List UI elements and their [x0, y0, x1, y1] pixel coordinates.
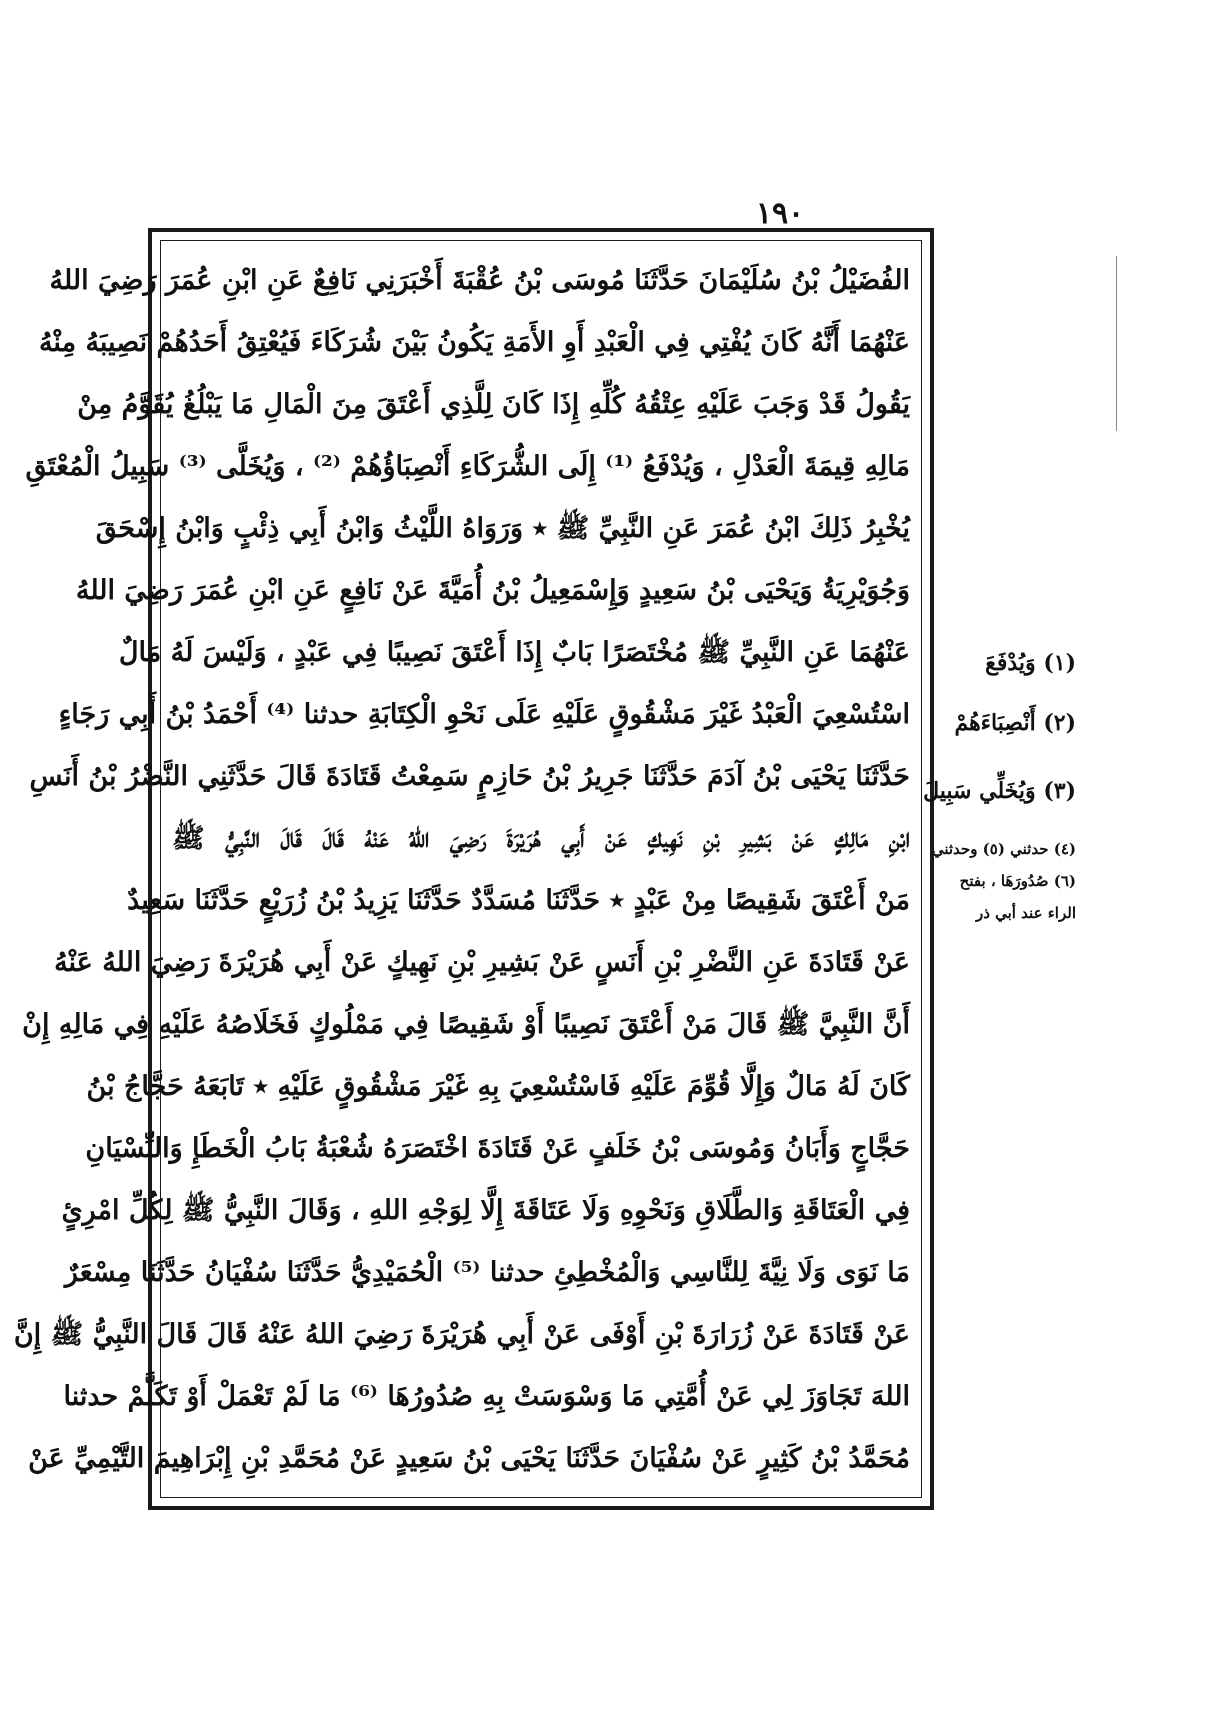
text-line-14: كَانَ لَهُ مَالٌ وَإِلَّا قُوِّمَ عَلَيْهِ فَاسْتُسْعِيَ بِهِ غَيْرَ مَشْقُوقٍ عَلَيْهِ ٭ تَابَعَهُ حَجَّاجُ بْنُ: [86, 1071, 910, 1102]
text-line-4: مَالِهِ قِيمَةَ الْعَدْلِ ، وَيُدْفَعُ ⁽¹⁾ إِلَى الشُّرَكَاءِ أَنْصِبَاؤُهُمْ ⁽²⁾ ، وَيُخَلَّى ⁽³⁾ سَبِيلُ الْمُعْتَقِ: [25, 451, 910, 482]
page-number: ١٩٠: [755, 196, 805, 231]
text-line-8: اسْتُسْعِيَ الْعَبْدُ غَيْرَ مَشْقُوقٍ عَلَيْهِ عَلَى نَحْوِ الْكِتَابَةِ حدثنا ⁽⁴⁾ أَحْمَدُ بْنُ أَبِي رَجَاءٍ: [58, 699, 910, 730]
text-line-19: اللهَ تَجَاوَزَ لِي عَنْ أُمَّتِي مَا وَسْوَسَتْ بِهِ صُدُورُهَا ⁽⁶⁾ مَا لَمْ تَعْمَلْ أَوْ تَكَلَّمْ حدثنا: [63, 1381, 910, 1412]
text-line-2: عَنْهُمَا أَنَّهُ كَانَ يُفْتِي فِي الْعَبْدِ أَوِ الأَمَةِ يَكُونُ بَيْنَ شُرَكَاءَ فَيُعْتِقُ أَحَدُهُمْ نَصِيبَهُ مِنْهُ: [38, 327, 910, 358]
text-line-3: يَقُولُ قَدْ وَجَبَ عَلَيْهِ عِتْقُهُ كُلِّهِ إِذَا كَانَ لِلَّذِي أَعْتَقَ مِنَ الْمَالِ مَا يَبْلُغُ يُقَوَّمُ مِنْ: [77, 389, 910, 420]
text-line-5: يُخْبِرُ ذَلِكَ ابْنُ عُمَرَ عَنِ النَّبِيِّ ﷺ ٭ وَرَوَاهُ اللَّيْثُ وَابْنُ أَبِي ذِئْبٍ وَابْنُ إِسْحَقَ: [95, 513, 910, 544]
margin-rule: [1116, 256, 1117, 431]
text-line-16: فِي الْعَتَاقَةِ وَالطَّلَاقِ وَنَحْوِهِ وَلَا عَتَاقَةَ إِلَّا لِوَجْهِ اللهِ ، وَقَالَ النَّبِيُّ ﷺ لِكُلِّ امْرِئٍ: [61, 1195, 910, 1226]
margin-note-2: (٢) أَنْصِبَاءَهُمْ: [954, 710, 1076, 736]
text-line-13: أَنَّ النَّبِيَّ ﷺ قَالَ مَنْ أَعْتَقَ نَصِيبًا أَوْ شَقِيصًا فِي مَمْلُوكٍ فَخَلَاصُهُ عَلَيْهِ فِي مَالِهِ إِنْ: [22, 1009, 910, 1040]
main-text-block: [13, 252, 910, 1488]
text-line-12: عَنْ قَتَادَةَ عَنِ النَّضْرِ بْنِ أَنَسٍ عَنْ بَشِيرِ بْنِ نَهِيكٍ عَنْ أَبِي هُرَيْرَةَ رَضِيَ اللهُ عَنْهُ: [54, 947, 910, 978]
margin-note-4-5: (٤) حدثني (٥) وحدثني: [931, 840, 1076, 858]
text-line-6: وَجُوَيْرِيَةُ وَيَحْيَى بْنُ سَعِيدٍ وَإِسْمَعِيلُ بْنُ أُمَيَّةَ عَنْ نَافِعٍ عَنِ ابْنِ عُمَرَ رَضِيَ اللهُ: [75, 575, 910, 606]
text-line-11: مَنْ أَعْتَقَ شَقِيصًا مِنْ عَبْدٍ ٭ حَدَّثَنَا مُسَدَّدٌ حَدَّثَنَا يَزِيدُ بْنُ زُرَيْعٍ حَدَّثَنَا سَعِيدٌ: [127, 885, 910, 916]
margin-note-1: (١) وَيُدْفَعَ: [985, 650, 1076, 676]
margin-note-6-cont: الراء عند أبي ذر: [975, 904, 1076, 922]
margin-note-3: (٣) وَيُخَلِّي سَبِيلَ: [923, 778, 1076, 804]
text-line-20: مُحَمَّدُ بْنُ كَثِيرٍ عَنْ سُفْيَانَ حَدَّثَنَا يَحْيَى بْنُ سَعِيدٍ عَنْ مُحَمَّدِ بْنِ إِبْرَاهِيمَ التَّيْمِيِّ عَنْ: [28, 1443, 910, 1474]
text-line-7: عَنْهُمَا عَنِ النَّبِيِّ ﷺ مُخْتَصَرًا بَابٌ إِذَا أَعْتَقَ نَصِيبًا فِي عَبْدٍ ، وَلَيْسَ لَهُ مَالٌ: [118, 637, 910, 668]
text-line-10: ابْنِ مَالِكٍ عَنْ بَشِيرِ بْنِ نَهِيكٍ عَنْ أَبِي هُرَيْرَةَ رَضِيَ اللهُ عَنْهُ قَالَ قَالَ النَّبِيُّ ﷺ: [172, 823, 910, 854]
margin-note-6: (٦) صُدُورَهَا ، بفتح: [959, 872, 1076, 890]
text-line-9: حَدَّثَنَا يَحْيَى بْنُ آدَمَ حَدَّثَنَا جَرِيرُ بْنُ حَازِمٍ سَمِعْتُ قَتَادَةَ قَالَ حَدَّثَنِي النَّضْرُ بْنُ أَنَسِ: [29, 761, 910, 792]
text-line-15: حَجَّاجٍ وَأَبَانُ وَمُوسَى بْنُ خَلَفٍ عَنْ قَتَادَةَ اخْتَصَرَهُ شُعْبَةُ بَابُ الْخَطَإِ وَالنِّسْيَانِ: [85, 1133, 910, 1164]
text-line-18: عَنْ قَتَادَةَ عَنْ زُرَارَةَ بْنِ أَوْفَى عَنْ أَبِي هُرَيْرَةَ رَضِيَ اللهُ عَنْهُ قَالَ قَالَ النَّبِيُّ ﷺ إِنَّ: [13, 1319, 910, 1350]
text-line-17: مَا نَوَى وَلَا نِيَّةَ لِلنَّاسِي وَالْمُخْطِئِ حدثنا ⁽⁵⁾ الْحُمَيْدِيُّ حَدَّثَنَا سُفْيَانُ حَدَّثَنَا مِسْعَرٌ: [64, 1257, 910, 1288]
text-line-1: الفُضَيْلُ بْنُ سُلَيْمَانَ حَدَّثَنَا مُوسَى بْنُ عُقْبَةَ أَخْبَرَنِي نَافِعٌ عَنِ ابْنِ عُمَرَ رَضِيَ اللهُ: [49, 265, 910, 296]
